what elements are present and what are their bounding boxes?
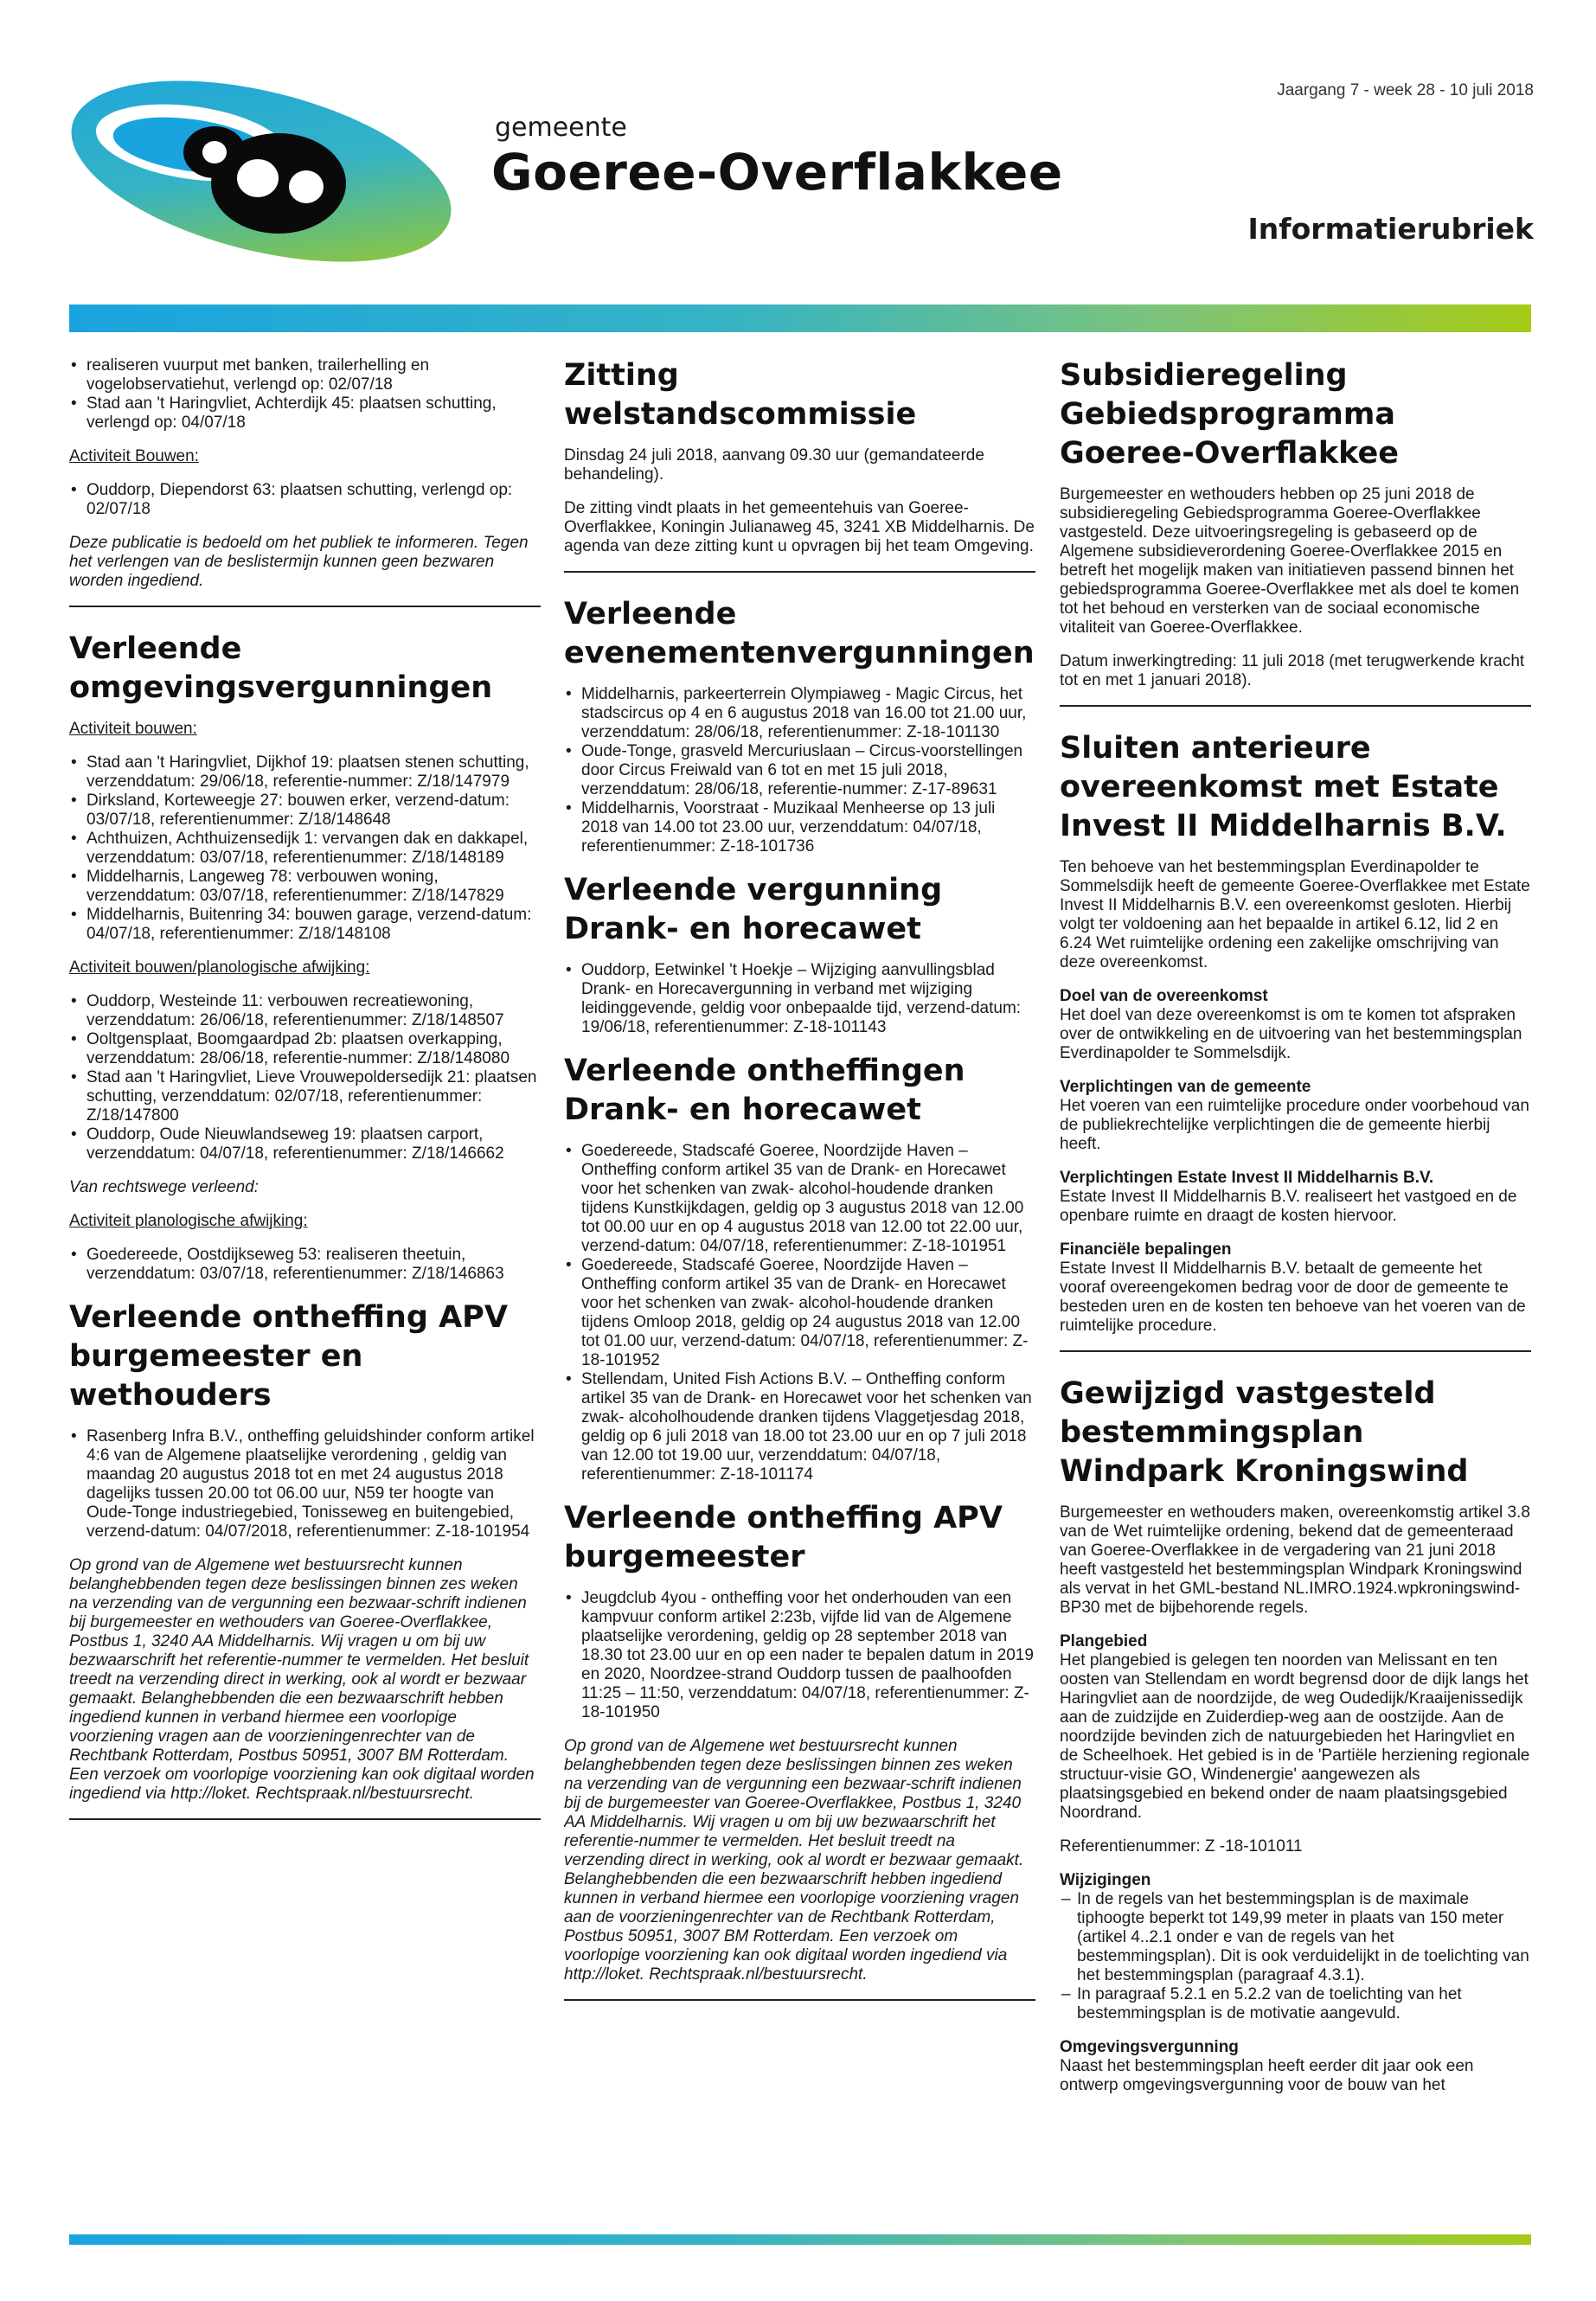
list-item: • Ouddorp, Diependorst 63: plaatsen schutting, verlengd op: 02/07/18 bbox=[69, 481, 541, 519]
list-item: • Stad aan 't Haringvliet, Lieve Vrouwepoldersedijk 21: plaatsen schutting, verzenddatum: 02/07/18, referentienummer: Z/18/147800 bbox=[69, 1068, 541, 1125]
subheading: Activiteit Bouwen: bbox=[69, 447, 199, 465]
list-item: • Rasenberg Infra B.V., ontheffing geluidshinder conform artikel 4:6 van de Algemene plaatselijke verordening , geldig van maandag 20 augustus 2018 tot en met 24 augustus 2018 dagelijks tussen 20.00 tot 06.00 uur, N59 ter hoogte van Oude-Tonge industriegebied, Tonisseweg en buitengebied, verzend-datum: 04/07/2018, referentienummer: Z-18-101954 bbox=[69, 1427, 541, 1541]
list-item: • Ouddorp, Oude Nieuwlandseweg 19: plaatsen carport, verzenddatum: 04/07/18, referentienummer: Z/18/146662 bbox=[69, 1125, 541, 1163]
continued-list-2 bbox=[69, 481, 541, 519]
list-item: • Middelharnis, Voorstraat - Muzikaal Menheerse op 13 juli 2018 van 14.00 tot 23.00 uur, verzenddatum: 04/07/18, referentienummer: Z-18-101736 bbox=[564, 799, 1035, 856]
subheading: Verplichtingen van de gemeente bbox=[1060, 1078, 1311, 1096]
legal-note: Op grond van de Algemene wet bestuursrecht kunnen belanghebbenden tegen deze beslissingen binnen zes weken na verzending van de vergunning een bezwaar-schrift indienen bij de burgemeester van Goeree-Overflakkee, Postbus 1, 3240 AA Middelharnis. Wij vragen u om bij uw bezwaarschrift het referentie-nummer te vermelden. Het besluit treedt na verzending direct in werking, ook al wordt er bezwaar gemaakt. Belanghebbenden die een bezwaarschrift hebben ingediend kunnen in verband hiermee een voorlopige voorziening vragen aan de voorzieningenrechter van de Rechtbank Rotterdam, Postbus 50951, 3007 BM Rotterdam. Een verzoek om voorlopige voorziening kan ook digitaal worden ingediend via http://loket. Rechtspraak.nl/bestuursrecht. bbox=[564, 1737, 1024, 1984]
header-gradient-bar bbox=[69, 304, 1531, 332]
paragraph: Datum inwerkingtreding: 11 juli 2018 (met terugwerkende kracht tot en met 1 januari 2018). bbox=[1060, 652, 1525, 689]
subheading: Activiteit bouwen/planologische afwijking: bbox=[69, 958, 370, 977]
section-title-anterieure-overeenkomst: Sluiten anterieure overeenkomst met Estate Invest II Middelharnis B.V. bbox=[1060, 731, 1507, 843]
list-item: • Jeugdclub 4you - ontheffing voor het onderhouden van een kampvuur conform artikel 2:23b, vijfde lid van de Algemene plaatselijke verordening, geldig op 28 september 2018 van 18.30 tot 23.00 uur en op een nader te bepalen datum in 2019 en 2020, Noordzee-strand Ouddorp tussen de paalhoofden 11:25 – 11:50, verzenddatum: 04/07/18, referentienummer: Z-18-101950 bbox=[564, 1589, 1035, 1722]
issue-info: Jaargang 7 - week 28 - 10 juli 2018 bbox=[1277, 81, 1534, 99]
changes-list bbox=[1060, 1890, 1531, 2023]
subheading: Doel van de overeenkomst bbox=[1060, 987, 1268, 1005]
list-item: – In paragraaf 5.2.1 en 5.2.2 van de toelichting van het bestemmingsplan is de motivatie aangevuld. bbox=[1060, 1985, 1531, 2023]
permit-list bbox=[564, 1589, 1035, 1722]
paragraph: Burgemeester en wethouders hebben op 25 juni 2018 de subsidieregeling Gebiedsprogramma Goeree-Overflakkee vastgesteld. Deze uitvoeringsregeling is gebaseerd op de Algemene subsidieverordening Goeree-Overflakkee 2015 en betreft het mogelijk maken van initiatieven passend binnen het gebiedsprogramma Goeree-Overflakkee met als doel te komen tot het behoud en versterken van de sociaal economische vitaliteit van Goeree-Overflakkee. bbox=[1060, 485, 1520, 637]
section-title-apv-bw: Verleende ontheffing APV burgemeester en wethouders bbox=[69, 1300, 508, 1413]
municipality-name: Goeree-Overflakkee bbox=[491, 143, 1063, 202]
section-title-subsidieregeling: Subsidieregeling Gebiedsprogramma Goeree-Overflakkee bbox=[1060, 358, 1399, 471]
section-title-apv-burgemeester: Verleende ontheffing APV burgemeester bbox=[564, 1501, 1003, 1574]
goeree-overflakkee-logo bbox=[62, 78, 452, 264]
list-item: • Goedereede, Stadscafé Goeree, Noordzijde Haven – Ontheffing conform artikel 35 van de Drank- en Horecawet voor het schenken van zwak- alcohol-houdende dranken tijdens Kunstkijkdagen, geldig op 3 augustus 2018 van 12.00 tot 00.00 uur en op 4 augustus 2018 van 12.00 tot 22.00 uur, verzend-datum: 04/07/18, referentienummer: Z-18-101951 bbox=[564, 1142, 1035, 1256]
section-title-ontheffingen-drank: Verleende ontheffingen Drank- en horecawet bbox=[564, 1054, 965, 1127]
paragraph: Dinsdag 24 juli 2018, aanvang 09.30 uur (gemandateerde behandeling). bbox=[564, 446, 984, 484]
list-item: • Middelharnis, parkeerterrein Olympiaweg - Magic Circus, het stadscircus op 4 en 6 augustus 2018 van 16.00 tot 21.00 uur, verzenddatum: 28/06/18, referentienummer: Z-18-101130 bbox=[564, 685, 1035, 742]
divider bbox=[69, 606, 541, 607]
section-title-omgevingsvergunningen: Verleende omgevingsvergunningen bbox=[69, 631, 493, 705]
list-item: • Stad aan 't Haringvliet, Dijkhof 19: plaatsen stenen schutting, verzenddatum: 29/06/18, referentie-nummer: Z/18/147979 bbox=[69, 753, 541, 792]
divider bbox=[1060, 705, 1531, 707]
note: Van rechtswege verleend: bbox=[69, 1178, 259, 1196]
permit-list bbox=[69, 1427, 541, 1541]
permit-list bbox=[564, 685, 1035, 856]
section-title-windpark: Gewijzigd vastgesteld bestemmingsplan Windpark Kroningswind bbox=[1060, 1376, 1469, 1489]
subheading: Activiteit bouwen: bbox=[69, 720, 197, 738]
list-item: – In de regels van het bestemmingsplan is de maximale tiphoogte beperkt tot 149,99 meter in plaats van 150 meter (artikel 4..2.1 onder e van de regels van het bestemmingsplan). Dit is ook verduidelijkt in de toelichting van het bestemmingsplan (paragraaf 4.3.1). bbox=[1060, 1890, 1531, 1985]
paragraph: Het voeren van een ruimtelijke procedure onder voorbehoud van de publiekrechtelijke verplichtingen die de gemeente hierbij heeft. bbox=[1060, 1097, 1529, 1153]
list-item: • Goedereede, Stadscafé Goeree, Noordzijde Haven – Ontheffing conform artikel 35 van de Drank- en Horecawet voor het schenken van zwak- alcohol-houdende dranken tijdens Omloop 2018, geldig op 24 augustus 2018 van 12.00 tot 01.00 uur, verzend-datum: 04/07/18, referentienummer: Z-18-101952 bbox=[564, 1256, 1035, 1370]
paragraph: Naast het bestemmingsplan heeft eerder dit jaar ook een ontwerp omgevingsvergunning voor de bouw van het bbox=[1060, 2057, 1474, 2094]
subheading: Financiële bepalingen bbox=[1060, 1240, 1232, 1259]
list-item: • Ouddorp, Eetwinkel 't Hoekje – Wijziging aanvullingsblad Drank- en Horecavergunning in verband met wijziging leidinggevende, geldig voor onbepaalde tijd, verzend-datum: 19/06/18, referentienummer: Z-18-101143 bbox=[564, 961, 1035, 1037]
paragraph: Het plangebied is gelegen ten noorden van Melissant en ten oosten van Stellendam en wordt begrensd door de dijk langs het Haringvliet aan de noordzijde, de weg Oudedijk/Kraaijenissedijk aan de zuidzijde en Zuiderdiep-weg aan de oostzijde. Aan de noordzijde bevinden zich de natuurgebieden het Haringvliet en de Scheelhoek. Het gebied is in de 'Partiële herziening regionale structuur-visie GO, Windenergie' aangewezen als plaatsingsgebied en bekend onder de naam plaatsingsgebied Noordrand. bbox=[1060, 1651, 1530, 1822]
subheading: Plangebied bbox=[1060, 1632, 1148, 1650]
list-item: • Stad aan 't Haringvliet, Achterdijk 45: plaatsen schutting, verlengd op: 04/07/18 bbox=[69, 394, 541, 433]
list-item: • Middelharnis, Buitenring 34: bouwen garage, verzend-datum: 04/07/18, referentienummer: Z/18/148108 bbox=[69, 906, 541, 944]
list-item: • Dirksland, Korteweegje 27: bouwen erker, verzend-datum: 03/07/18, referentienummer: Z/18/148648 bbox=[69, 792, 541, 830]
footer-gradient-bar bbox=[69, 2234, 1531, 2245]
column-2 bbox=[564, 356, 1035, 2221]
legal-note: Op grond van de Algemene wet bestuursrecht kunnen belanghebbenden tegen deze beslissingen binnen zes weken na verzending van de vergunning een bezwaar-schrift indienen bij burgemeester en wethouders van Goeree-Overflakkee, Postbus 1, 3240 AA Middelharnis. Wij vragen u om bij uw bezwaarschrift het referentie-nummer te vermelden. Het besluit treedt na verzending direct in werking, ook al wordt er bezwaar gemaakt. Belanghebbenden die een bezwaarschrift hebben ingediend kunnen in verband hiermee een voorlopige voorziening vragen aan de voorzieningenrechter van de Rechtbank Rotterdam, Postbus 50951, 3007 BM Rotterdam. Een verzoek om voorlopige voorziening kan ook digitaal worden ingediend via http://loket. Rechtspraak.nl/bestuursrecht. bbox=[69, 1556, 535, 1803]
divider bbox=[564, 1999, 1035, 2001]
continued-list bbox=[69, 356, 541, 433]
section-title-evenementen: Verleende evenementenvergunningen bbox=[564, 597, 1035, 670]
list-item: • realiseren vuurput met banken, trailerhelling en vogelobservatiehut, verlengd op: 02/07/18 bbox=[69, 356, 541, 394]
paragraph: Estate Invest II Middelharnis B.V. realiseert het vastgoed en de openbare ruimte en draagt de kosten hiervoor. bbox=[1060, 1188, 1517, 1225]
section-title-drank-horeca: Verleende vergunning Drank- en horecawet bbox=[564, 873, 943, 946]
list-item: • Middelharnis, Langeweg 78: verbouwen woning, verzenddatum: 03/07/18, referentienummer: Z/18/147829 bbox=[69, 868, 541, 906]
permit-list bbox=[564, 961, 1035, 1037]
permit-list bbox=[69, 753, 541, 944]
subheading: Verplichtingen Estate Invest II Middelharnis B.V. bbox=[1060, 1169, 1434, 1187]
column-3 bbox=[1060, 356, 1531, 2221]
permit-list bbox=[69, 992, 541, 1163]
paragraph: De zitting vindt plaats in het gemeentehuis van Goeree-Overflakkee, Koningin Julianaweg 45, 3241 XB Middelharnis. De agenda van deze zitting kunt u opvragen bij het team Omgeving. bbox=[564, 499, 1035, 555]
divider bbox=[564, 571, 1035, 573]
list-item: • Stellendam, United Fish Actions B.V. – Ontheffing conform artikel 35 van de Drank- en Horecawet voor het schenken van zwak- alcoholhoudende dranken tijdens Vlaggetjesdag 2018, geldig op 6 juli 2018 van 18.00 tot 23.00 uur en op 7 juli 2018 van 12.00 tot 19.00 uur, verzenddatum: 04/07/18, referentienummer: Z-18-101174 bbox=[564, 1370, 1035, 1484]
list-item: • Oude-Tonge, grasveld Mercuriuslaan – Circus-voorstellingen door Circus Freiwald van 6 tot en met 15 juli 2018, verzenddatum: 28/06/18, referentie-nummer: Z-17-89631 bbox=[564, 742, 1035, 799]
permit-list bbox=[69, 1246, 541, 1284]
divider bbox=[69, 1818, 541, 1820]
paragraph: Estate Invest II Middelharnis B.V. betaalt de gemeente het vooraf overeengekomen bedrag voor de door de gemeente te besteden uren en de kosten ten behoeve van het voeren van de ruimtelijke procedure. bbox=[1060, 1259, 1526, 1335]
column-1 bbox=[69, 356, 541, 2221]
paragraph: Het doel van deze overeenkomst is om te komen tot afspraken over de ontwikkeling en de uitvoering van het bestemmingsplan Everdinapolder te Sommelsdijk. bbox=[1060, 1006, 1522, 1062]
section-title-welstandscommissie: Zitting welstandscommissie bbox=[564, 358, 917, 432]
municipality-label: gemeente bbox=[495, 112, 627, 143]
divider bbox=[1060, 1350, 1531, 1352]
note: Deze publicatie is bedoeld om het publiek te informeren. Tegen het verlengen van de beslistermijn kunnen geen bezwaren worden ingediend. bbox=[69, 534, 529, 590]
paragraph: Burgemeester en wethouders maken, overeenkomstig artikel 3.8 van de Wet ruimtelijke ordening, bekend dat de gemeenteraad van Goeree-Overflakkee in de vergadering van 21 juni 2018 heeft vastgesteld het bestemmingsplan Windpark Kroningswind als vervat in het GML-bestand NL.IMRO.1924.wpkroningswind-BP30 met de bijbehorende regels. bbox=[1060, 1503, 1530, 1617]
subheading: Wijzigingen bbox=[1060, 1871, 1151, 1889]
rubric-title: Informatierubriek bbox=[1247, 212, 1534, 246]
list-item: • Ouddorp, Westeinde 11: verbouwen recreatiewoning, verzenddatum: 26/06/18, referentienummer: Z/18/148507 bbox=[69, 992, 541, 1030]
subheading: Omgevingsvergunning bbox=[1060, 2038, 1239, 2056]
paragraph: Ten behoeve van het bestemmingsplan Everdinapolder te Sommelsdijk heeft de gemeente Goeree-Overflakkee met Estate Invest II Middelharnis B.V. een overeenkomst gesloten. Hierbij volgt ter voldoening aan het bepaalde in artikel 6.12, lid 2 en 6.24 Wet ruimtelijke ordening een zakelijke omschrijving van deze overeenkomst. bbox=[1060, 858, 1530, 971]
list-item: • Goedereede, Oostdijkseweg 53: realiseren theetuin, verzenddatum: 03/07/18, referentienummer: Z/18/146863 bbox=[69, 1246, 541, 1284]
list-item: • Achthuizen, Achthuizensedijk 1: vervangen dak en dakkapel, verzenddatum: 03/07/18, referentienummer: Z/18/148189 bbox=[69, 830, 541, 868]
paragraph: Referentienummer: Z -18-101011 bbox=[1060, 1837, 1303, 1856]
subheading: Activiteit planologische afwijking: bbox=[69, 1212, 308, 1230]
permit-list bbox=[564, 1142, 1035, 1484]
list-item: • Ooltgensplaat, Boomgaardpad 2b: plaatsen overkapping, verzenddatum: 28/06/18, referentie-nummer: Z/18/148080 bbox=[69, 1030, 541, 1068]
